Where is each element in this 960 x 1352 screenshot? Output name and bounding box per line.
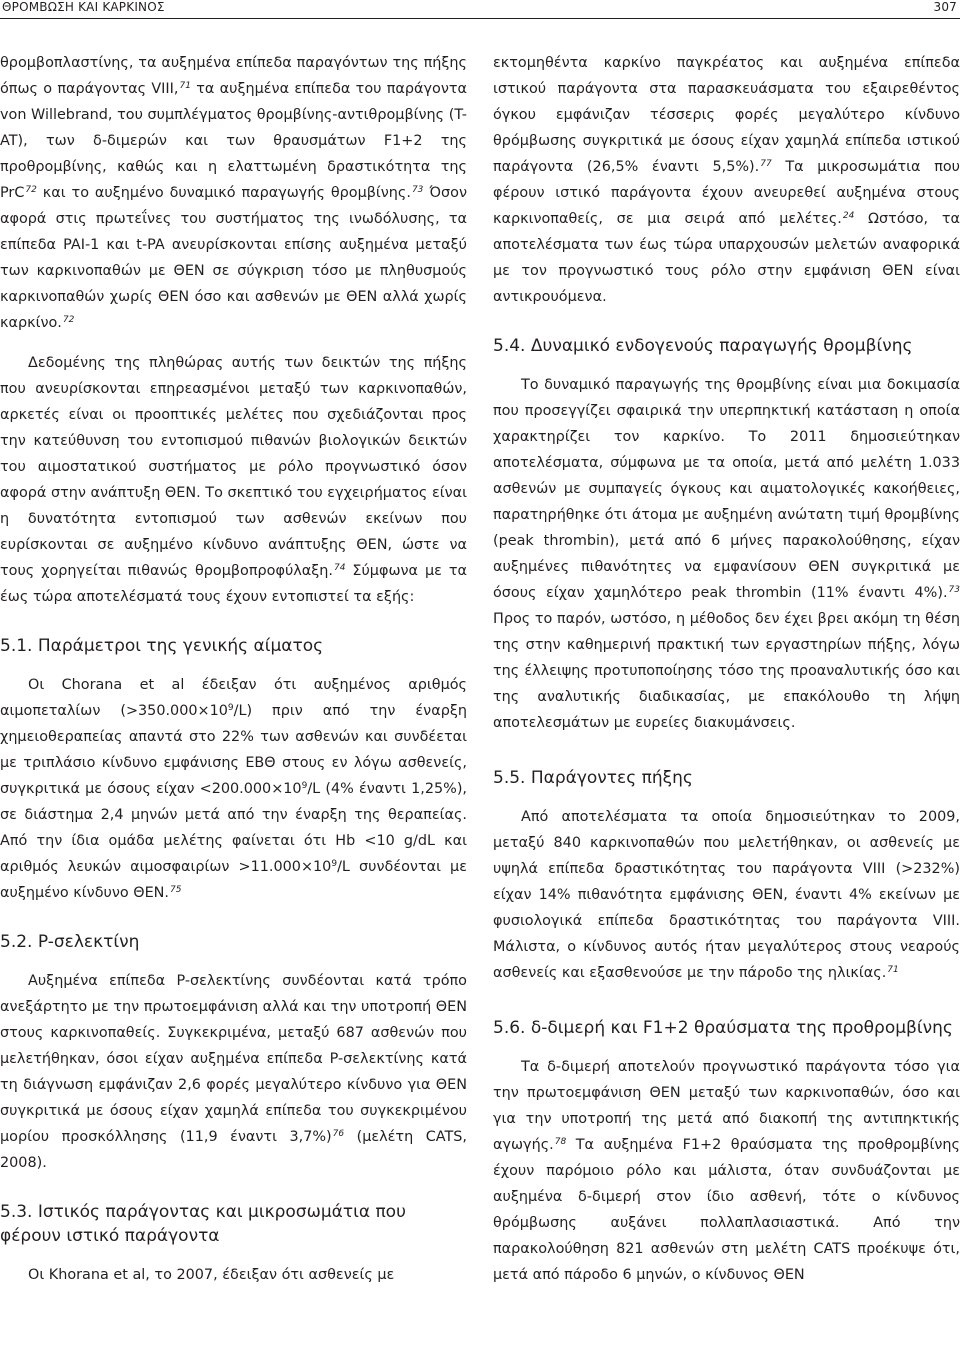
- running-title: ΘΡΟΜΒΩΣΗ ΚΑΙ ΚΑΡΚΙΝΟΣ: [2, 0, 165, 14]
- citation: 72: [62, 315, 75, 325]
- paragraph: Το δυναμικό παραγωγής της θρομβίνης είναι μια δοκιμασία που προσεγγίζει σφαιρικά την υπερπηκτική κατάσταση η οποία χαρακτηρίζει τον καρκίνο. Το 2011 δημοσιεύτηκαν αποτελέσματα, σύμφωνα με τα οποία, μετά από μελέτη 1.033 ασθενών με συμπαγείς όγκους και αιματολογικές κακοήθειες, παρατηρήθηκε ότι άτομα με αυξημένη ανώτατη τιμή θρομβίνης (peak thrombin), μετά από 6 μήνες παρακολούθησης, είχαν αυξημένες πιθανότητες να εμφανίσουν ΘΕΝ συγκριτικά με όσους είχαν χαμηλότερο peak thrombin (11% έναντι 4%).$^{73}$ Προς το παρόν, ωστόσο, η μέθοδος δεν έχει βρει ακόμη τη θέση της στην καθημερινή πρακτική των εργαστηρίων πήξης, λόγω της έλλειψης προτυποποίησης τόσο της προαναλυτικής όσο και της αναλυτικής διαδικασίας, με επακόλουθο τη λήψη αποτελεσμάτων με ευρείες διακυμάνσεις.: [493, 377, 960, 731]
- exponent: 9: [331, 859, 338, 869]
- paragraph: θρομβοπλαστίνης, τα αυξημένα επίπεδα παραγόντων της πήξης όπως ο παράγοντας VIII,$^{71}$ τα αυξημένα επίπεδα του παράγοντα von Willebrand, του συμπλέγματος θρομβίνης-αντιθρομβίνης (T-AT), των δ-διμερών και των θραυσμάτων F1+2 της προθρομβίνης, καθώς και η ελαττωμένη δραστικότητα της PrC$^{72}$ και το αυξημένο δυναμικό παραγωγής θρομβίνης.$^{73}$ Όσον αφορά στις πρωτεΐνες του συστήματος της ινωδόλυσης, τα επίπεδα PAI-1 και t-PA ανευρίσκονται επίσης αυξημένα μεταξύ των καρκινοπαθών με ΘΕΝ σε σύγκριση τόσο με πληθυσμούς καρκινοπαθών χωρίς ΘΕΝ όσο και ασθενών με ΘΕΝ αλλά χωρίς καρκίνο.$^{72}$: [0, 55, 468, 331]
- exponent: 9: [227, 703, 234, 713]
- header-rule: [0, 18, 960, 19]
- exponent: 9: [301, 781, 308, 791]
- citation: 73: [948, 585, 960, 595]
- paragraph: Από αποτελέσματα τα οποία δημοσιεύτηκαν το 2009, μεταξύ 840 καρκινοπαθών που μελετήθηκαν, οι ασθενείς με υψηλά επίπεδα δραστικότητας του παράγοντα VIII (>232%) είχαν 14% πιθανότητα εμφάνισης ΘΕΝ, έναντι 4% εκείνων με φυσιολογικά επίπεδα δραστικότητας του παράγοντα VIII. Μάλιστα, ο κίνδυνος αυτός ήταν μεγαλύτερος στους νεαρούς ασθενείς και εξασθενούσε με την πάροδο της ηλικίας.$^{71}$: [493, 809, 960, 981]
- left-column: [0, 50, 467, 1288]
- paragraph: Οι Chorana et al έδειξαν ότι αυξημένος αριθμός αιμοπεταλίων $(>350.000\times 10^9/L)$ πριν από την έναρξη χημειοθεραπείας απαντά στο 22% των ασθενών και συνδέεται με τριπλάσιο κίνδυνο εμφάνισης ΕΒΘ στους εν λόγω ασθενείς, συγκριτικά με όσους $\varepsilon ί\chi\alpha\nu <200.000\times 10^9/L$ (4% έναντι 1,25%), σε διάστημα 2,4 μηνών μετά από την έναρξη της θεραπείας. Από την ίδια ομάδα μελέτης φαίνεται ότι Hb <10 g/dL και αριθμός λευκών $\alpha\iota\mu o\sigma\varphi\alpha\iota\rho ί\omega\nu >11.000\times 10^9/L$ συνδέονται με αυξημένο κίνδυνο ΘΕΝ.$^{75}$: [0, 677, 468, 901]
- running-header: [0, 0, 960, 20]
- section-heading-5-3: 5.3. Ιστικός παράγοντας και μικροσωμάτια που φέρουν ιστικό παράγοντα: [0, 1202, 406, 1246]
- citation: 72: [25, 185, 37, 195]
- citation: 24: [842, 211, 855, 221]
- page-number: 307: [933, 0, 957, 14]
- citation: 73: [411, 185, 424, 195]
- right-column: [493, 50, 960, 1288]
- section-heading-5-5: 5.5. Παράγοντες πήξης: [493, 768, 693, 788]
- paragraph: Τα δ-διμερή αποτελούν προγνωστικό παράγοντα τόσο για την πρωτοεμφάνιση ΘΕΝ μεταξύ των καρκινοπαθών, όσο και για την υποτροπή της μετά από διακοπή της αντιπηκτικής αγωγής.$^{78}$ Τα αυξημένα F1+2 θραύσματα της προθρομβίνης έχουν παρόμοιο ρόλο και μάλιστα, όταν συνδυάζονται με αυξημένα δ-διμερή στον ίδιο ασθενή, τότε ο κίνδυνος θρόμβωσης αυξάνει πολλαπλασιαστικά. Από την παρακολούθηση 821 ασθενών στη μελέτη CATS προέκυψε ότι, μετά από πάροδο 6 μηνών, ο κίνδυνος ΘΕΝ: [493, 1059, 960, 1283]
- citation: 74: [334, 563, 346, 573]
- paragraph: Οι Khorana et al, το 2007, έδειξαν ότι ασθενείς με: [28, 1267, 395, 1283]
- section-heading-5-4: 5.4. Δυναμικό ενδογενούς παραγωγής θρομβίνης: [493, 336, 913, 356]
- paragraph: Αυξημένα επίπεδα P-σελεκτίνης συνδέονται κατά τρόπο ανεξάρτητο με την πρωτοεμφάνιση αλλά και την υποτροπή ΘΕΝ στους καρκινοπαθείς. Συγκεκριμένα, μεταξύ 687 ασθενών που μελετήθηκαν, όσοι είχαν αυξημένα επίπεδα P-σελεκτίνης κατά τη διάγνωση εμφάνιζαν 2,6 φορές μεγαλύτερο κίνδυνο για ΘΕΝ συγκριτικά με όσους είχαν χαμηλά επίπεδα του συγκεκριμένου μορίου προσκόλλησης (11,9 έναντι 3,7%)$^{76}$ (μελέτη CATS, 2008).: [0, 973, 467, 1171]
- section-heading-5-2: 5.2. P-σελεκτίνη: [0, 932, 140, 952]
- citation: 78: [554, 1137, 567, 1147]
- paragraph: Δεδομένης της πληθώρας αυτής των δεικτών της πήξης που ανευρίσκονται επηρεασμένοι μεταξύ των καρκινοπαθών, αρκετές είναι οι προοπτικές μελέτες που σχεδιάζονται προς την κατεύθυνση του εντοπισμού πιθανών βιολογικών δεικτών του αιμοστατικού συστήματος με ρόλο προγνωστικό όσον αφορά στην ανάπτυξη ΘΕΝ. Το σκεπτικό του εγχειρήματος είναι η δυνατότητα εντοπισμού των ασθενών εκείνων που ευρίσκονται σε αυξημένο κίνδυνο ανάπτυξης ΘΕΝ, ώστε να τους χορηγείται πιθανώς θρομβοπροφύλαξη.$^{74}$ Σύμφωνα με τα έως τώρα αποτελέσματά τους έχουν εντοπιστεί τα εξής:: [0, 355, 467, 605]
- citation: 71: [887, 965, 899, 975]
- section-heading-5-6: 5.6. δ-διμερή και F1+2 θραύσματα της προθρομβίνης: [493, 1018, 953, 1038]
- citation: 75: [170, 885, 182, 895]
- paragraph: εκτομηθέντα καρκίνο παγκρέατος και αυξημένα επίπεδα ιστικού παράγοντα στα παρασκευάσματα του εξαιρεθέντος όγκου εμφάνιζαν τέσσερις φορές μεγαλύτερο κίνδυνο θρόμβωσης συγκριτικά με όσους είχαν χαμηλά επίπεδα ιστικού παράγοντα (26,5% έναντι 5,5%).$^{77}$ Τα μικροσωμάτια που φέρουν ιστικό παράγοντα έχουν ανευρεθεί αυξημένα στους καρκινοπαθείς, σε μια σειρά από μελέτες.$^{24}$ Ωστόσο, τα αποτελέσματα των έως τώρα υπαρχουσών μελετών αναφορικά με τον προγνωστικό τους ρόλο στην εμφάνιση ΘΕΝ είναι αντικρουόμενα.: [493, 55, 960, 305]
- citation: 77: [760, 159, 772, 169]
- section-heading-5-1: 5.1. Παράμετροι της γενικής αίματος: [0, 636, 324, 656]
- citation: 76: [332, 1129, 345, 1139]
- citation: 71: [179, 81, 191, 91]
